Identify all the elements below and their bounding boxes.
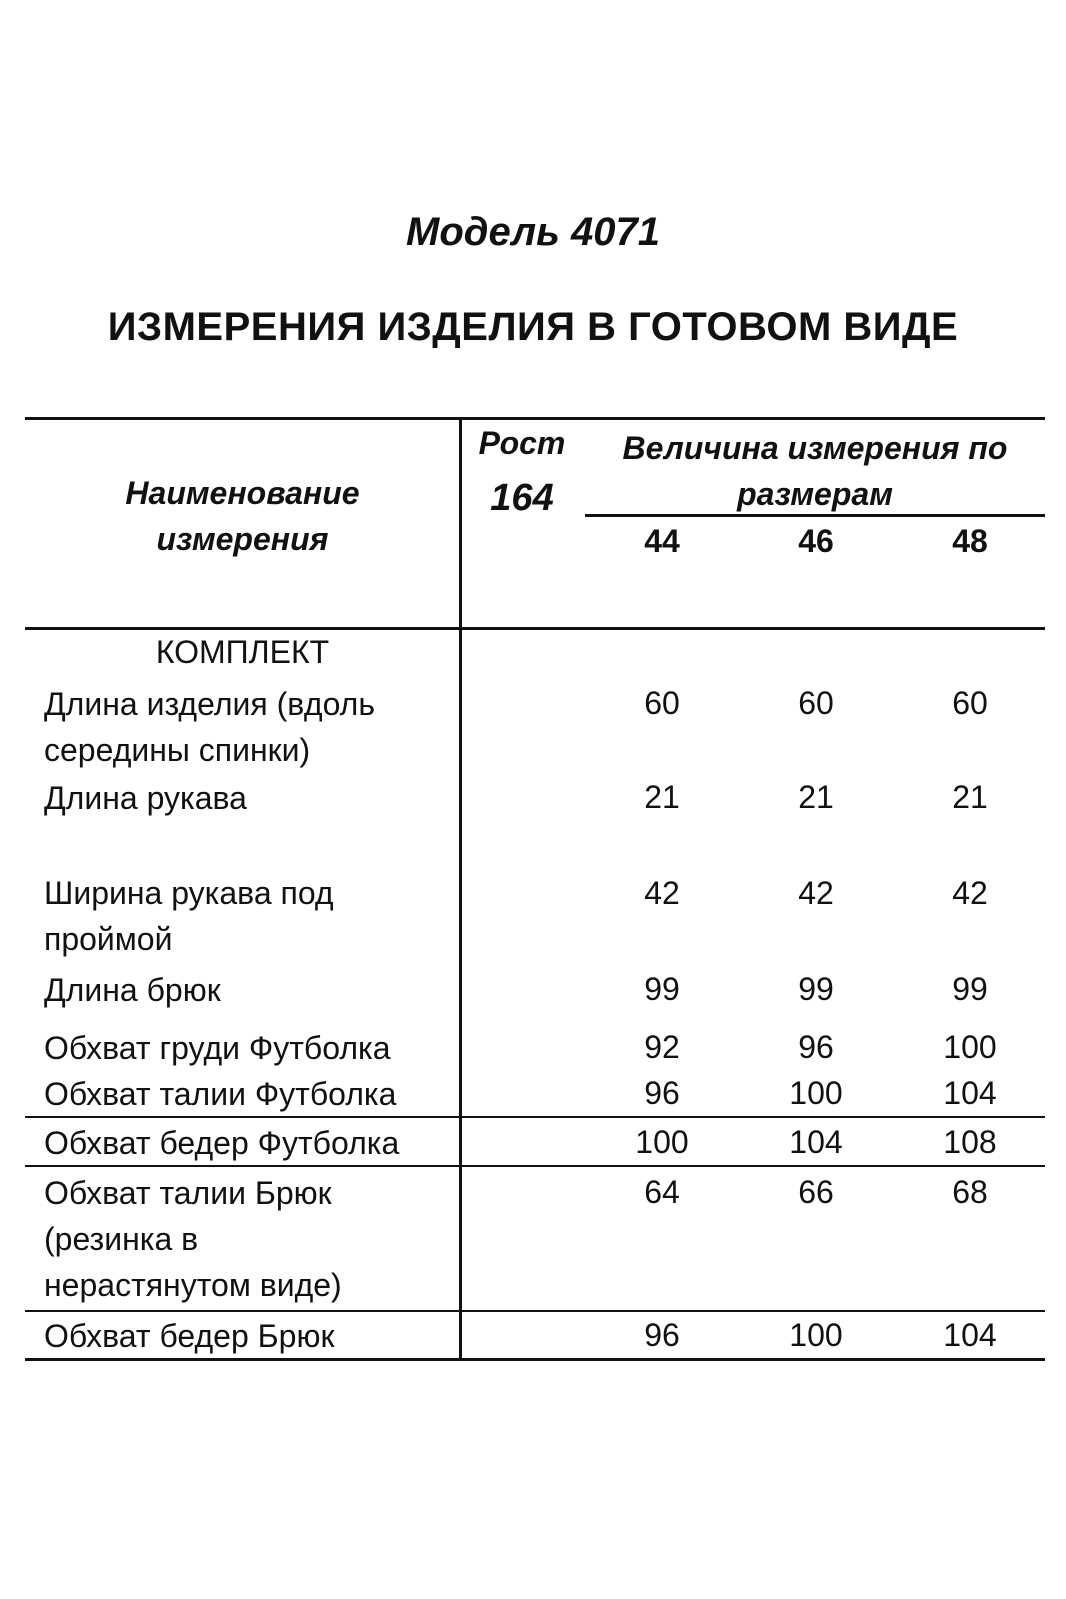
size-header: 46: [798, 523, 834, 559]
measure-value: 104: [789, 1124, 843, 1160]
measure-value: 100: [789, 1075, 843, 1111]
measure-value: 68: [952, 1174, 988, 1210]
page-title: ИЗМЕРЕНИЯ ИЗДЕЛИЯ В ГОТОВОМ ВИДЕ: [107, 305, 959, 349]
measure-label: Длина брюк: [44, 972, 221, 1008]
height-value: 164: [490, 477, 554, 519]
measure-label: Длина рукава: [44, 780, 247, 816]
measure-value: 100: [789, 1317, 843, 1353]
measure-label: Обхват талии Брюк (резинка в нерастянутом виде): [44, 1175, 342, 1303]
model-title: Модель 4071: [406, 210, 660, 254]
measure-value: 64: [644, 1174, 680, 1210]
measure-value: 100: [635, 1124, 689, 1160]
measure-label: Обхват талии Футболка: [44, 1076, 397, 1112]
column-divider: [459, 419, 462, 1360]
measure-value: 99: [644, 971, 680, 1007]
measure-value: 60: [952, 685, 988, 721]
measure-value: 21: [952, 779, 988, 815]
measure-value: 99: [798, 971, 834, 1007]
measure-value: 42: [952, 875, 988, 911]
measure-label: Ширина рукава под проймой: [44, 875, 334, 957]
measure-value: 42: [798, 875, 834, 911]
header-bottom-rule: [25, 627, 1045, 630]
height-label: Рост: [478, 425, 566, 461]
measure-value: 66: [798, 1174, 834, 1210]
measure-value: 60: [644, 685, 680, 721]
measure-label: Обхват груди Футболка: [44, 1030, 391, 1066]
table-top-rule: [25, 417, 1045, 420]
measure-value: 21: [798, 779, 834, 815]
name-column-header: Наименование измерения: [125, 475, 360, 557]
size-header: 48: [952, 523, 988, 559]
measure-label: Обхват бедер Футболка: [44, 1125, 400, 1161]
measure-value: 42: [644, 875, 680, 911]
sizes-caption: Величина измерения по размерам: [622, 430, 1008, 512]
row-rule: [25, 1310, 1045, 1312]
measure-value: 21: [644, 779, 680, 815]
measure-label: Длина изделия (вдоль середины спинки): [44, 686, 375, 768]
measure-value: 108: [943, 1124, 997, 1160]
measure-value: 104: [943, 1317, 997, 1353]
measure-value: 96: [644, 1075, 680, 1111]
measure-value: 96: [798, 1029, 834, 1065]
measure-label: Обхват бедер Брюк: [44, 1318, 335, 1354]
measure-value: 60: [798, 685, 834, 721]
measure-value: 96: [644, 1317, 680, 1353]
measure-value: 99: [952, 971, 988, 1007]
size-header: 44: [644, 523, 680, 559]
measure-value: 104: [943, 1075, 997, 1111]
measure-value: 92: [644, 1029, 680, 1065]
measure-value: 100: [943, 1029, 997, 1065]
section-label: КОМПЛЕКТ: [155, 634, 330, 670]
